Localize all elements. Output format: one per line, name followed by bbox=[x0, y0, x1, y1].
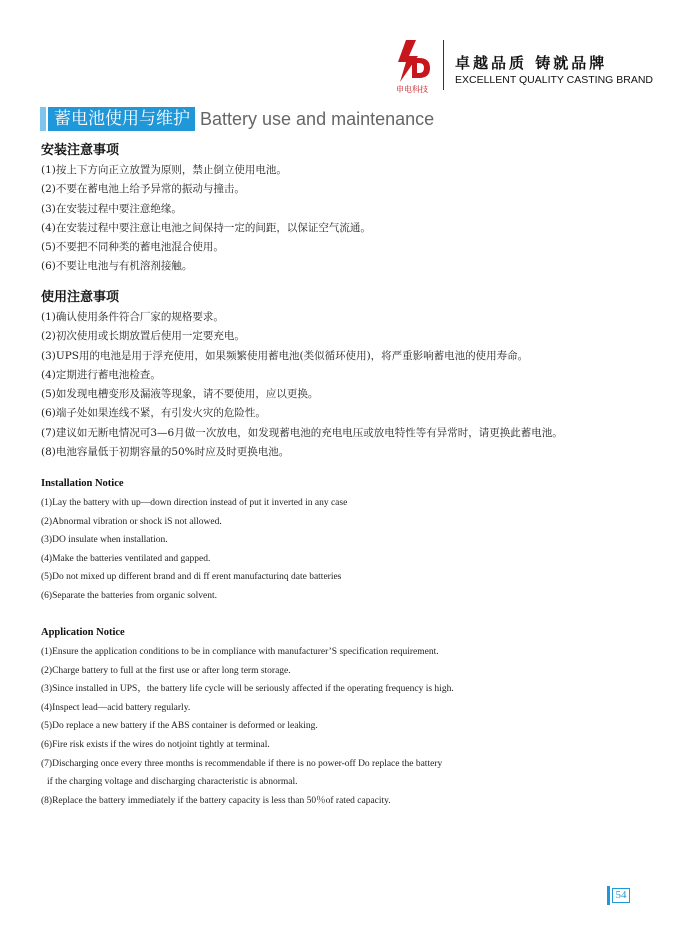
list-item: (2)Abnormal vibration or shock iS not allowed. bbox=[41, 516, 222, 527]
list-item: (2)不要在蓄电池上给予异常的振动与撞击。 bbox=[41, 183, 245, 196]
list-item: (5)不要把不同种类的蓄电池混合使用。 bbox=[41, 241, 224, 254]
list-item: (3)Since installed in UPS，the battery life cycle will be seriously affected if the operating frequency is high. bbox=[41, 684, 454, 695]
list-item: (2)Charge battery to full at the first use or after long term storage. bbox=[41, 665, 291, 676]
usage-notice-cn bbox=[41, 288, 563, 462]
page-number-accent bbox=[607, 886, 610, 905]
list-item: (5)Do replace a new battery if the ABS container is deformed or leaking. bbox=[41, 721, 318, 732]
logo-icon bbox=[392, 40, 432, 82]
usage-notice-en bbox=[41, 623, 454, 810]
list-item: (5)Do not mixed up different brand and di ff erent manufacturinq date batteries bbox=[41, 572, 342, 583]
list-item: (3)UPS用的电池是用于浮充使用，如果频繁使用蓄电池(类似循环使用)，将严重影响蓄电池的使用寿命。 bbox=[41, 349, 529, 362]
usage-heading-en: Application Notice bbox=[41, 627, 125, 638]
list-item: (6)不要让电池与有机溶剂接触。 bbox=[41, 260, 193, 273]
list-item: (1)按上下方向正立放置为原则，禁止倒立使用电池。 bbox=[41, 164, 287, 176]
page-number: 54 bbox=[612, 888, 630, 903]
list-item: (4)在安装过程中要注意让电池之间保持一定的间距，以保证空气流通。 bbox=[41, 221, 371, 234]
list-item: (3)DO insulate when installation. bbox=[41, 535, 168, 546]
list-item: (4)Inspect lead—acid battery regularly. bbox=[41, 702, 191, 713]
title-english: Battery use and maintenance bbox=[200, 109, 435, 129]
install-heading-cn: 安装注意事项 bbox=[41, 143, 120, 158]
list-item: (3)在安装过程中要注意绝缘。 bbox=[41, 202, 182, 215]
list-item: (6)端子处如果连线不紧，有引发火灾的危险性。 bbox=[41, 407, 266, 420]
list-item: (6)Separate the batteries from organic solvent. bbox=[41, 590, 218, 601]
list-item: if the charging voltage and discharging characteristic is abnormal. bbox=[47, 777, 298, 788]
company-logo bbox=[386, 40, 438, 98]
list-item: (1)确认使用条件符合厂家的规格要求。 bbox=[41, 311, 224, 323]
list-item: (1)Lay the battery with up—down direction instead of put it inverted in any case bbox=[41, 498, 348, 508]
list-item: (7)建议如无断电情况可3—6月做一次放电，如发现蓄电池的充电电压或放电特性等有异常时，请更换此蓄电池。 bbox=[41, 426, 563, 439]
section-title-bar bbox=[40, 107, 434, 131]
list-item: (6)Fire risk exists if the wires do notjoint tightly at terminal. bbox=[41, 739, 270, 750]
list-item: (5)如发现电槽变形及漏液等现象，请不要使用，应以更换。 bbox=[41, 388, 319, 401]
list-item: (4)Make the batteries ventilated and gapped. bbox=[41, 553, 211, 564]
install-notice-en bbox=[41, 474, 347, 606]
title-accent-stripe bbox=[40, 107, 46, 131]
title-chinese: 蓄电池使用与维护 bbox=[48, 107, 195, 131]
header-divider bbox=[443, 40, 444, 90]
list-item: (8)电池容量低于初期容量的50%时应及时更换电池。 bbox=[41, 446, 290, 459]
logo-text: 申电科技 bbox=[396, 85, 428, 94]
install-heading-en: Installation Notice bbox=[41, 478, 124, 489]
list-item: (1)Ensure the application conditions to be in compliance with manufacturer’S specification requirement. bbox=[41, 647, 439, 657]
usage-heading-cn: 使用注意事项 bbox=[41, 290, 120, 305]
slogan-chinese: 卓越品质 铸就品牌 bbox=[455, 54, 608, 72]
slogan-english: EXCELLENT QUALITY CASTING BRAND bbox=[455, 74, 653, 86]
list-item: (2)初次使用或长期放置后使用一定要充电。 bbox=[41, 330, 245, 343]
install-notice-cn bbox=[41, 141, 371, 277]
list-item: (7)Discharging once every three months is recommendable if there is no power-off Do replace the battery bbox=[41, 758, 443, 769]
list-item: (8)Replace the battery immediately if the battery capacity is less than 50％of rated capacity. bbox=[41, 795, 391, 806]
list-item: (4)定期进行蓄电池检查。 bbox=[41, 368, 161, 381]
